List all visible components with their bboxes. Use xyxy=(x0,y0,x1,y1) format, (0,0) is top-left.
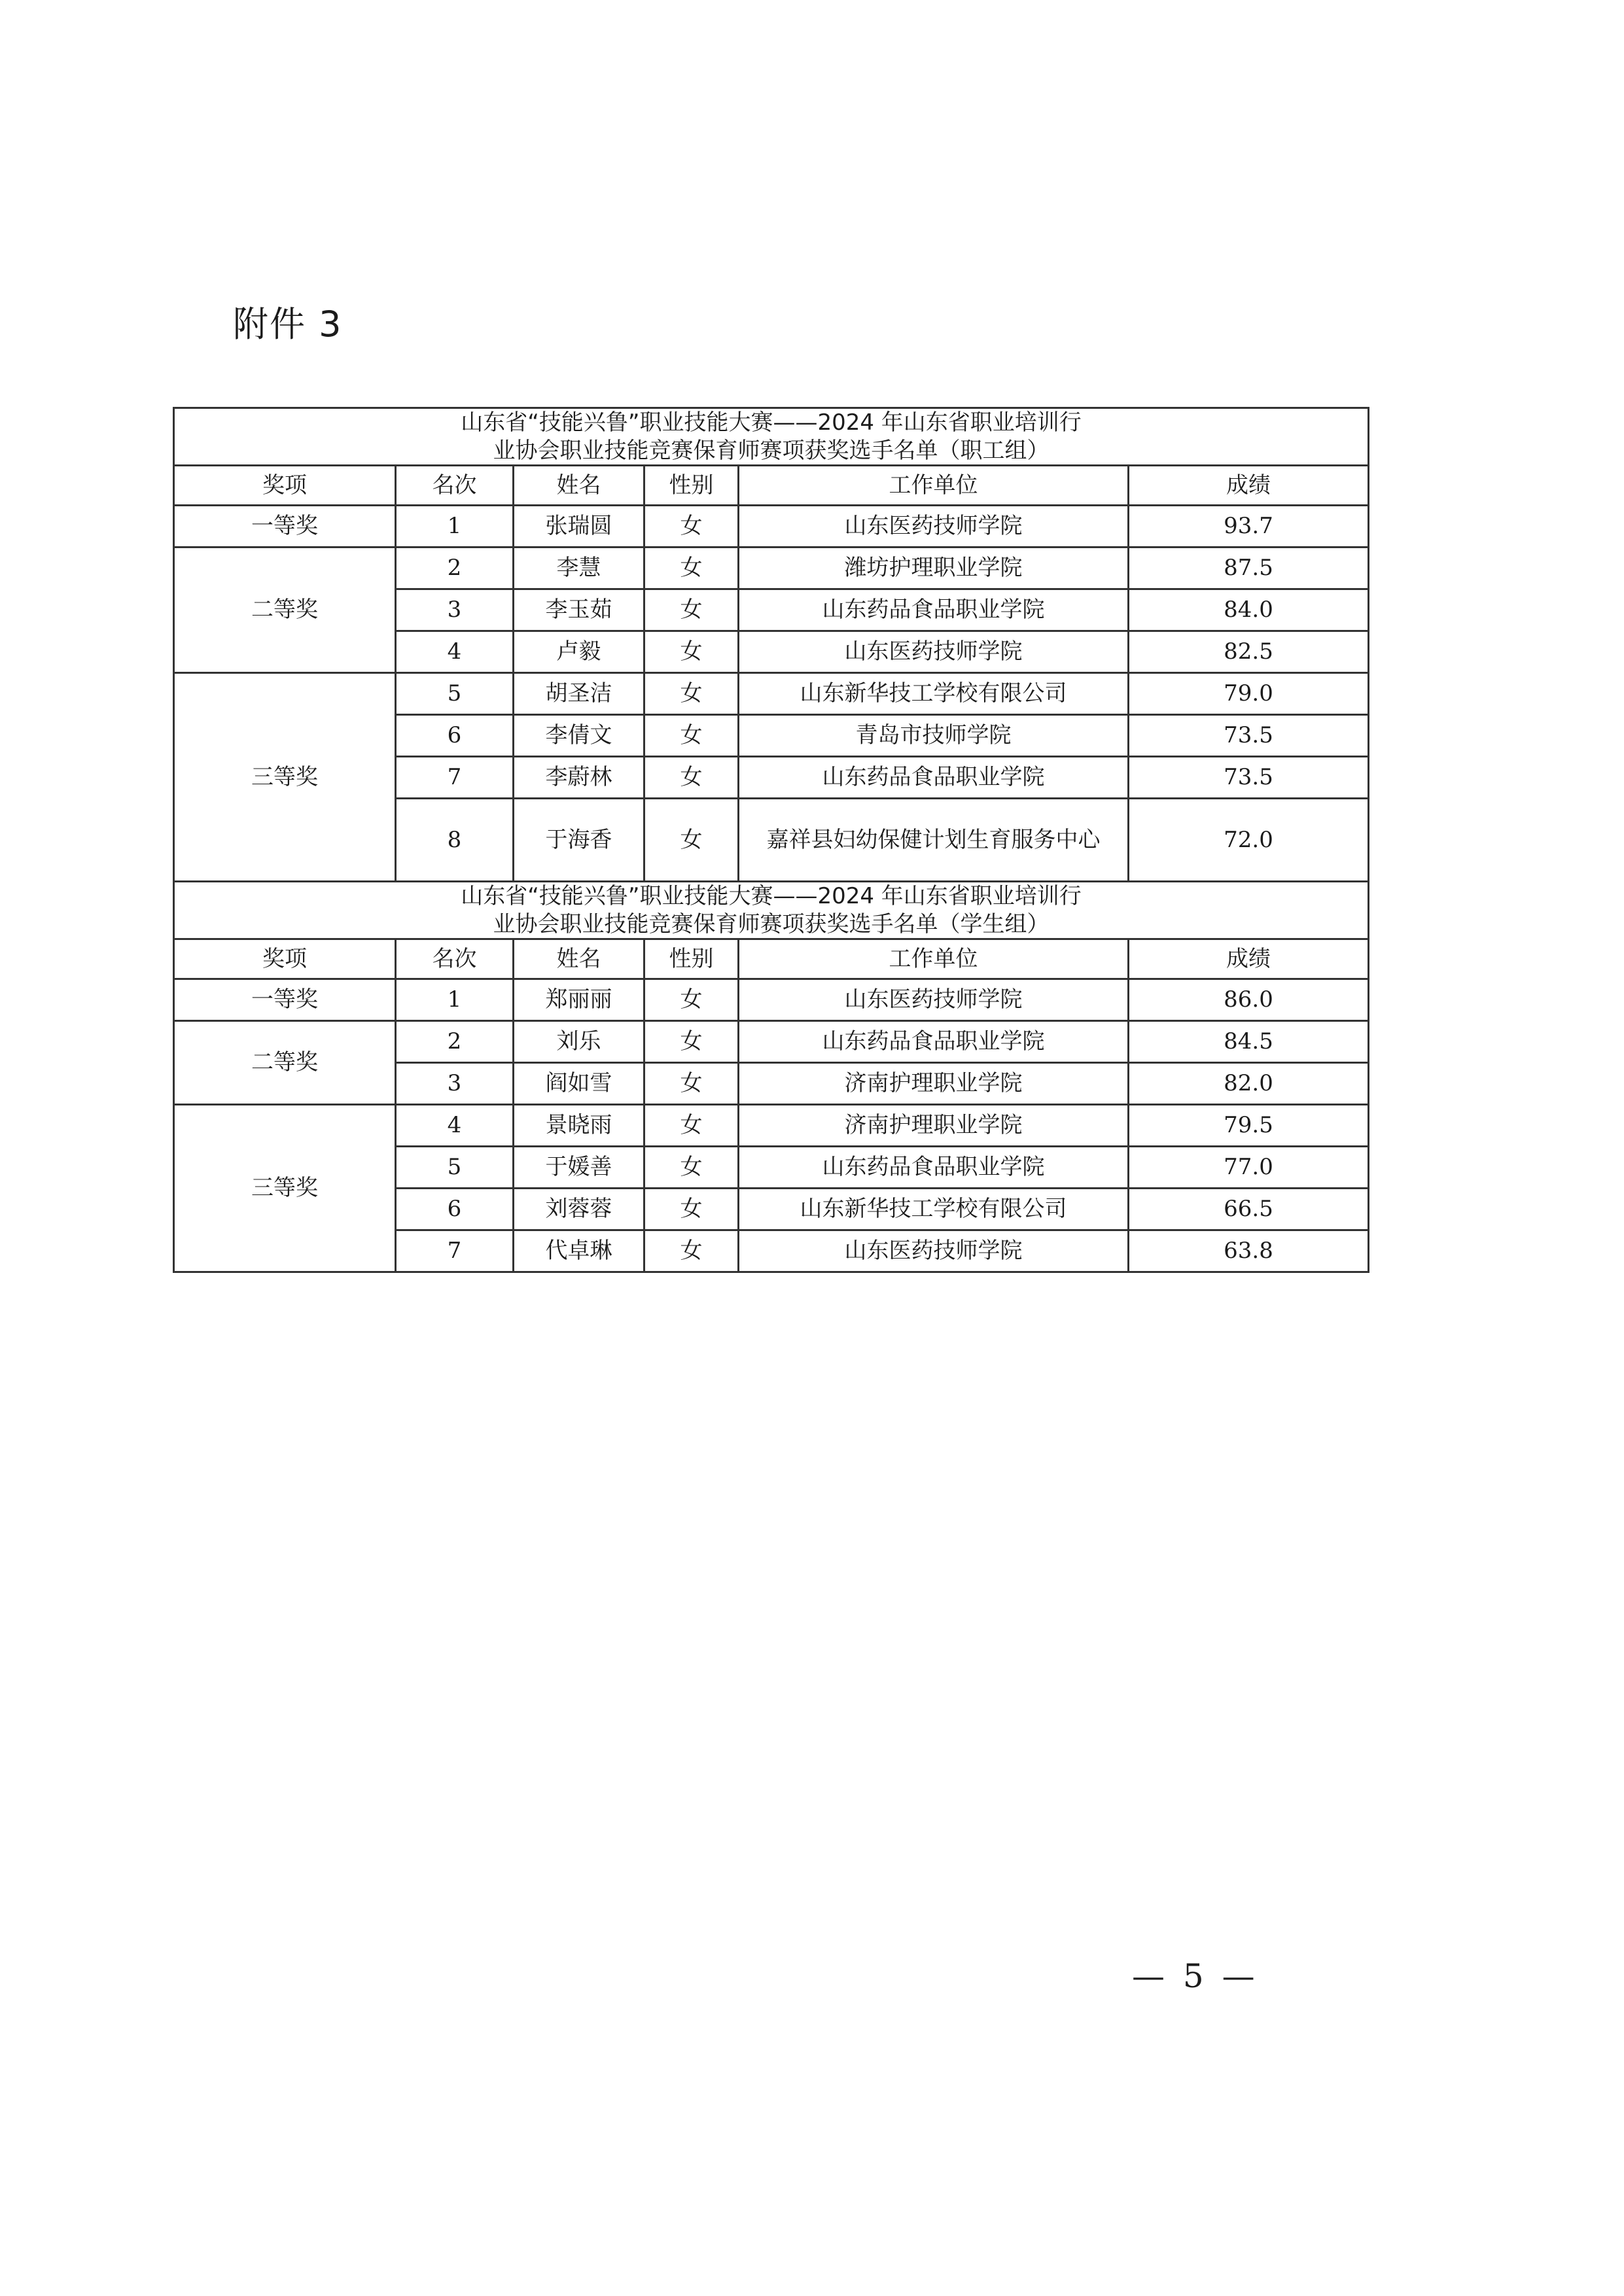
header-org: 工作单位 xyxy=(739,939,1129,979)
table-row xyxy=(174,673,1369,715)
name-cell: 于媛善 xyxy=(514,1147,644,1189)
name-cell: 郑丽丽 xyxy=(514,979,644,1021)
gender-cell: 女 xyxy=(644,757,739,799)
rank-cell: 5 xyxy=(396,1147,514,1189)
gender-cell: 女 xyxy=(644,589,739,631)
name-cell: 张瑞圆 xyxy=(514,506,644,548)
name-cell: 代卓琳 xyxy=(514,1230,644,1272)
prize-cell: 二等奖 xyxy=(174,1021,396,1105)
org-text: 嘉祥县妇幼保健计划生育服务中心 xyxy=(766,827,1101,853)
staff-title-line-2: 业协会职业技能竞赛保育师赛项获奖选手名单（职工组） xyxy=(493,437,1050,464)
gender-cell: 女 xyxy=(644,506,739,548)
staff-title-line-1: 山东省“技能兴鲁”职业技能大赛——2024 年山东省职业培训行 xyxy=(461,409,1082,436)
org-cell: 山东药品食品职业学院 xyxy=(739,1021,1129,1063)
org-cell: 潍坊护理职业学院 xyxy=(739,548,1129,589)
name-cell: 李蔚林 xyxy=(514,757,644,799)
header-prize: 奖项 xyxy=(174,466,396,506)
score-cell: 66.5 xyxy=(1129,1189,1369,1230)
org-cell: 山东药品食品职业学院 xyxy=(739,757,1129,799)
gender-cell: 女 xyxy=(644,1021,739,1063)
rank-cell: 1 xyxy=(396,506,514,548)
awards-table xyxy=(173,407,1369,1273)
score-cell: 73.5 xyxy=(1129,757,1369,799)
rank-cell: 4 xyxy=(396,1105,514,1147)
score-cell: 79.5 xyxy=(1129,1105,1369,1147)
header-score: 成绩 xyxy=(1129,939,1369,979)
student-title-line-2: 业协会职业技能竞赛保育师赛项获奖选手名单（学生组） xyxy=(493,911,1050,937)
staff-title-row xyxy=(174,408,1369,466)
name-cell: 刘乐 xyxy=(514,1021,644,1063)
prize-cell: 一等奖 xyxy=(174,506,396,548)
prize-cell: 三等奖 xyxy=(174,673,396,882)
name-cell: 于海香 xyxy=(514,799,644,882)
rank-cell: 1 xyxy=(396,979,514,1021)
org-cell xyxy=(739,799,1129,882)
org-cell: 山东新华技工学校有限公司 xyxy=(739,1189,1129,1230)
score-cell: 87.5 xyxy=(1129,548,1369,589)
header-name: 姓名 xyxy=(514,466,644,506)
score-cell: 79.0 xyxy=(1129,673,1369,715)
rank-cell: 7 xyxy=(396,1230,514,1272)
student-header-row xyxy=(174,939,1369,979)
header-org: 工作单位 xyxy=(739,466,1129,506)
rank-cell: 3 xyxy=(396,1063,514,1105)
page-number: — 5 — xyxy=(1132,1957,1259,1995)
gender-cell: 女 xyxy=(644,979,739,1021)
name-cell: 李玉茹 xyxy=(514,589,644,631)
prize-cell: 三等奖 xyxy=(174,1105,396,1272)
student-table-title xyxy=(174,882,1369,939)
name-cell: 李倩文 xyxy=(514,715,644,757)
gender-cell: 女 xyxy=(644,631,739,673)
header-score: 成绩 xyxy=(1129,466,1369,506)
score-cell: 86.0 xyxy=(1129,979,1369,1021)
score-cell: 77.0 xyxy=(1129,1147,1369,1189)
name-cell: 刘蓉蓉 xyxy=(514,1189,644,1230)
student-title-line-1: 山东省“技能兴鲁”职业技能大赛——2024 年山东省职业培训行 xyxy=(461,883,1082,909)
rank-cell: 6 xyxy=(396,715,514,757)
gender-cell: 女 xyxy=(644,1189,739,1230)
header-name: 姓名 xyxy=(514,939,644,979)
org-cell: 济南护理职业学院 xyxy=(739,1105,1129,1147)
gender-cell: 女 xyxy=(644,715,739,757)
org-cell: 山东医药技师学院 xyxy=(739,631,1129,673)
gender-cell: 女 xyxy=(644,799,739,882)
staff-table-title xyxy=(174,408,1369,466)
table-row xyxy=(174,979,1369,1021)
rank-cell: 8 xyxy=(396,799,514,882)
org-cell: 济南护理职业学院 xyxy=(739,1063,1129,1105)
score-cell: 84.5 xyxy=(1129,1021,1369,1063)
staff-header-row xyxy=(174,466,1369,506)
org-cell: 山东药品食品职业学院 xyxy=(739,589,1129,631)
name-cell: 李慧 xyxy=(514,548,644,589)
gender-cell: 女 xyxy=(644,1105,739,1147)
score-cell: 63.8 xyxy=(1129,1230,1369,1272)
name-cell: 阎如雪 xyxy=(514,1063,644,1105)
org-cell: 山东医药技师学院 xyxy=(739,506,1129,548)
gender-cell: 女 xyxy=(644,1230,739,1272)
rank-cell: 7 xyxy=(396,757,514,799)
header-prize: 奖项 xyxy=(174,939,396,979)
student-title-row xyxy=(174,882,1369,939)
table-row xyxy=(174,1021,1369,1063)
table-row xyxy=(174,1105,1369,1147)
rank-cell: 3 xyxy=(396,589,514,631)
gender-cell: 女 xyxy=(644,673,739,715)
rank-cell: 6 xyxy=(396,1189,514,1230)
gender-cell: 女 xyxy=(644,1063,739,1105)
rank-cell: 2 xyxy=(396,548,514,589)
org-cell: 山东药品食品职业学院 xyxy=(739,1147,1129,1189)
gender-cell: 女 xyxy=(644,1147,739,1189)
score-cell: 73.5 xyxy=(1129,715,1369,757)
table-row xyxy=(174,506,1369,548)
score-cell: 72.0 xyxy=(1129,799,1369,882)
org-cell: 青岛市技师学院 xyxy=(739,715,1129,757)
header-rank: 名次 xyxy=(396,939,514,979)
org-cell: 山东新华技工学校有限公司 xyxy=(739,673,1129,715)
name-cell: 胡圣洁 xyxy=(514,673,644,715)
attachment-label: 附件 3 xyxy=(233,304,343,345)
header-gender: 性别 xyxy=(644,466,739,506)
org-cell: 山东医药技师学院 xyxy=(739,979,1129,1021)
header-rank: 名次 xyxy=(396,466,514,506)
rank-cell: 5 xyxy=(396,673,514,715)
prize-cell: 一等奖 xyxy=(174,979,396,1021)
score-cell: 84.0 xyxy=(1129,589,1369,631)
score-cell: 93.7 xyxy=(1129,506,1369,548)
org-cell: 山东医药技师学院 xyxy=(739,1230,1129,1272)
gender-cell: 女 xyxy=(644,548,739,589)
score-cell: 82.0 xyxy=(1129,1063,1369,1105)
prize-cell: 二等奖 xyxy=(174,548,396,673)
rank-cell: 2 xyxy=(396,1021,514,1063)
table-row xyxy=(174,548,1369,589)
rank-cell: 4 xyxy=(396,631,514,673)
header-gender: 性别 xyxy=(644,939,739,979)
name-cell: 景晓雨 xyxy=(514,1105,644,1147)
score-cell: 82.5 xyxy=(1129,631,1369,673)
name-cell: 卢毅 xyxy=(514,631,644,673)
